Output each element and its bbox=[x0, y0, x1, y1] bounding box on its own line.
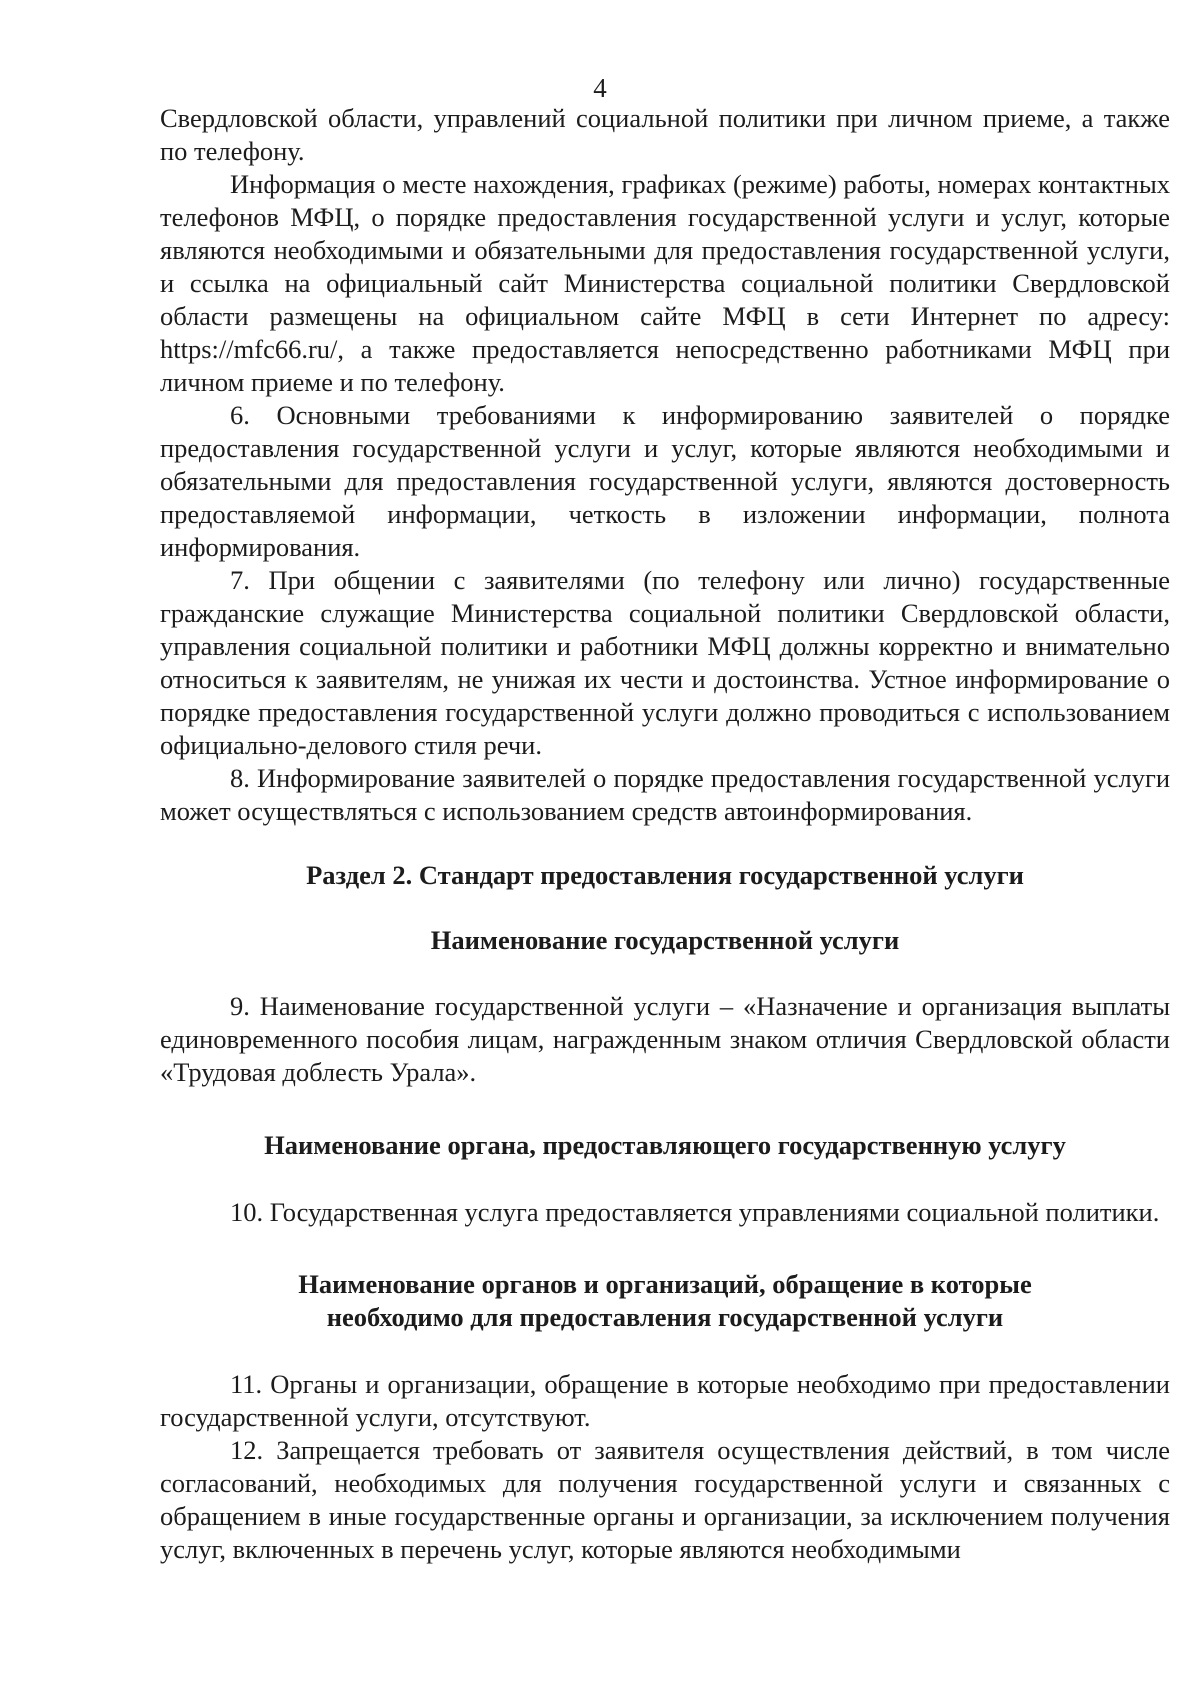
paragraph-8: 8. Информирование заявителей о порядке предоставления государственной услуги может осуществляться с использованием средств автоинформирования. bbox=[160, 763, 1170, 826]
organizations-heading bbox=[160, 1268, 1170, 1334]
paragraph-mfc-info: Информация о месте нахождения, графиках (режиме) работы, номерах контактных телефонов МФЦ, о порядке предоставления государственной услуги и услуг, которые являются необходимыми и обязательными для предоставления государственной услуги, и ссылка на официальный сайт Министерства социальной политики Свердловской области размещены на официальном сайте МФЦ в сети Интернет по адресу: https://mfc66.ru/, а также предоставляется непосредственно работниками МФЦ при личном приеме и по телефону. bbox=[160, 169, 1170, 397]
paragraph-12: 12. Запрещается требовать от заявителя осуществления действий, в том числе согласований, необходимых для получения государственной услуги и связанных с обращением в иные государственные органы и организации, за исключением получения услуг, включенных в перечень услуг, которые являются необходимыми bbox=[160, 1435, 1170, 1564]
paragraph-10: 10. Государственная услуга предоставляется управлениями социальной политики. bbox=[230, 1197, 1160, 1227]
authority-name-heading: Наименование органа, предоставляющего государственную услугу bbox=[264, 1130, 1066, 1160]
document-body bbox=[160, 102, 1170, 1566]
service-name-heading: Наименование государственной услуги bbox=[430, 925, 900, 955]
paragraph-6: 6. Основными требованиями к информированию заявителей о порядке предоставления государственной услуги и услуг, которые являются необходимыми и обязательными для предоставления государственной услуги, являются достоверность предоставляемой информации, четкость в изложении информации, полнота информирования. bbox=[160, 400, 1170, 562]
organizations-heading-line-2: необходимо для предоставления государственной услуги bbox=[326, 1302, 1004, 1332]
section-2-heading: Раздел 2. Стандарт предоставления государственной услуги bbox=[306, 860, 1024, 890]
paragraph-continuation: Свердловской области, управлений социальной политики при личном приеме, а также по телефону. bbox=[160, 103, 1170, 166]
paragraph-9: 9. Наименование государственной услуги – «Назначение и организация выплаты единовременного пособия лицам, награжденным знаком отличия Свердловской области «Трудовая доблесть Урала». bbox=[160, 991, 1170, 1087]
organizations-heading-line-1: Наименование органов и организаций, обращение в которые bbox=[298, 1269, 1032, 1299]
paragraph-11: 11. Органы и организации, обращение в которые необходимо при предоставлении государственной услуги, отсутствуют. bbox=[160, 1369, 1170, 1432]
paragraph-7: 7. При общении с заявителями (по телефону или лично) государственные гражданские служащие Министерства социальной политики Свердловской области, управления социальной политики и работники МФЦ должны корректно и внимательно относиться к заявителям, не унижая их чести и достоинства. Устное информирование о порядке предоставления государственной услуги должно проводиться с использованием официально-делового стиля речи. bbox=[160, 565, 1170, 760]
page-number: 4 bbox=[593, 73, 607, 103]
